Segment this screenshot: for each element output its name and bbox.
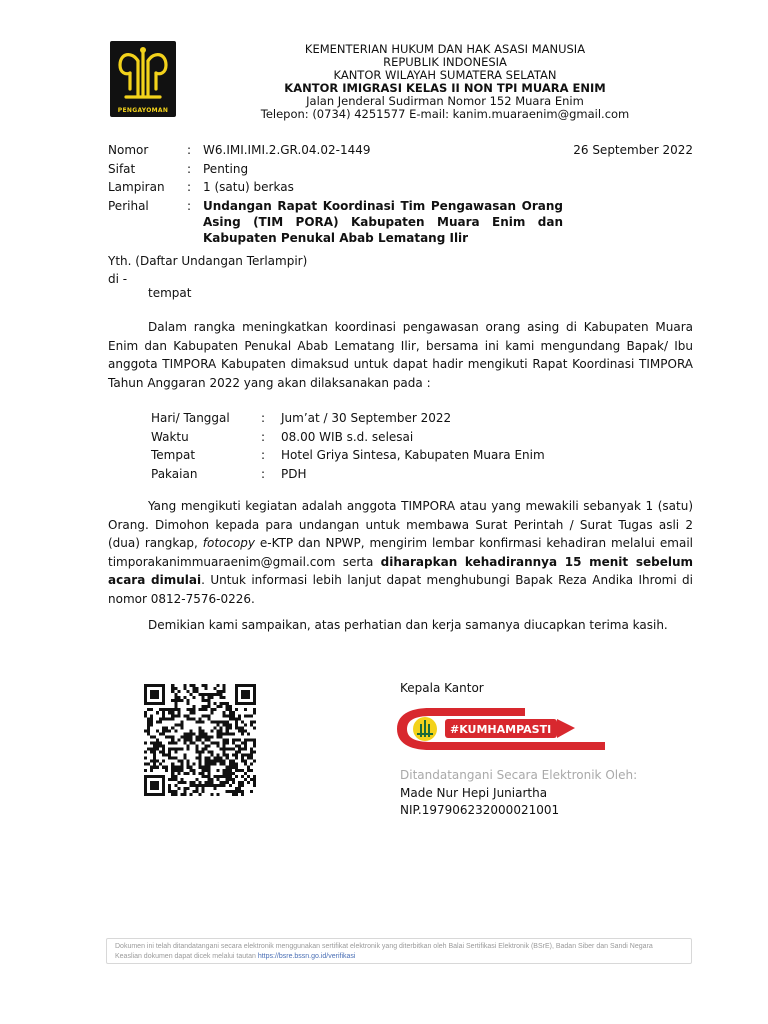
meta-colon: : (187, 143, 192, 157)
country-name: REPUBLIK INDONESIA (383, 55, 507, 69)
agenda-label: Hari/ Tanggal (151, 411, 230, 425)
recipient-di: di - (108, 272, 128, 286)
agenda-value: 08.00 WIB s.d. selesai (281, 429, 414, 444)
meta-value: Penting (203, 161, 249, 176)
logo-caption: PENGAYOMAN (117, 107, 169, 114)
agenda-colon: : (261, 448, 266, 462)
meta-row-lampiran (108, 178, 563, 197)
letter-meta (108, 141, 563, 246)
agenda-row-date (151, 409, 545, 428)
meta-colon: : (187, 198, 192, 213)
meta-row-sifat (108, 160, 563, 179)
signer-nip: NIP.197906232000021001 (400, 803, 560, 817)
paragraph-text: e-KTP dan NPWP, mengirim lembar konfirmasi kehadiran melalui email timporakanimmuaraenim@gmail.com serta (108, 536, 693, 569)
esign-footer (106, 938, 692, 964)
meta-label: Sifat (108, 161, 136, 176)
recipient-block (108, 252, 307, 288)
badge-text: #KUMHAMPASTI (450, 723, 552, 736)
meta-colon: : (187, 161, 192, 176)
agenda-value: Jum’at / 30 September 2022 (281, 411, 452, 425)
body-paragraph-1: Dalam rangka meningkatkan koordinasi pengawasan orang asing di Kabupaten Muara Enim dan Kabupaten Penukal Abab Lematang Ilir, bersama ini kami mengundang Bapak/ Ibu anggota TIMPORA Kabupaten dimaksud untuk dapat hadir mengikuti Rapat Koordinasi TIMPORA Tahun Anggaran 2022 yang akan dilaksanakan pada : (108, 320, 693, 390)
kumhampasti-badge (395, 706, 625, 752)
agenda-row-place (151, 446, 545, 465)
agenda-label: Tempat (151, 448, 196, 462)
paragraph-text: . Untuk informasi lebih lanjut dapat menghubungi Bapak Reza Andika Ihromi di nomor 0812-7576-0226. (108, 573, 694, 606)
verification-link[interactable]: https://bsre.bssn.go.id/verifikasi (257, 953, 356, 960)
meta-row-perihal (108, 197, 563, 246)
agenda-label: Waktu (151, 429, 189, 444)
signer-title: Kepala Kantor (400, 681, 484, 695)
qr-code (144, 684, 256, 796)
agenda-value: PDH (281, 466, 307, 481)
closing-paragraph: Demikian kami sampaikan, atas perhatian dan kerja samanya diucapkan terima kasih. (148, 618, 668, 632)
office-name: KANTOR IMIGRASI KELAS II NON TPI MUARA ENIM (284, 81, 606, 95)
meta-value: W6.IMI.IMI.2.GR.04.02-1449 (203, 143, 371, 157)
footer-line-1: Dokumen ini telah ditandatangani secara elektronik menggunakan sertifikat elektronik yang diterbitkan oleh Balai Sertifikasi Elektronik (BSrE), Badan Siber dan Sandi Negara (115, 943, 653, 950)
agenda-label: Pakaian (151, 466, 198, 481)
meta-row-nomor (108, 141, 563, 160)
recipient-place: tempat (148, 286, 192, 300)
agenda-row-dress (151, 465, 545, 484)
meta-value: 1 (satu) berkas (203, 180, 294, 194)
paragraph-text: Yang mengikuti kegiatan adalah anggota TIMPORA atau yang mewakili sebanyak 1 (satu) Orang. Dimohon kepada para undangan untuk membawa Surat Perintah / Surat Tugas asli 2 (dua) rangkap, (108, 499, 693, 550)
office-address: Jalan Jenderal Sudirman Nomor 152 Muara Enim (306, 94, 584, 108)
recipient-name: Yth. (Daftar Undangan Terlampir) (108, 254, 308, 268)
pengayoman-logo (110, 41, 176, 117)
meta-label: Lampiran (108, 180, 165, 194)
agenda-row-time (151, 428, 545, 447)
body-paragraph-2 (108, 497, 693, 608)
letterhead (190, 43, 700, 121)
agenda-colon: : (261, 466, 266, 481)
subject-value: Undangan Rapat Koordinasi Tim Pengawasan Orang Asing (TIM PORA) Kabupaten Muara Enim dan Kabupaten Penukal Abab Lematang Ilir (203, 198, 563, 245)
meta-label: Nomor (108, 143, 149, 157)
regional-office: KANTOR WILAYAH SUMATERA SELATAN (333, 68, 557, 82)
meta-label: Perihal (108, 198, 149, 213)
agenda-value: Hotel Griya Sintesa, Kabupaten Muara Enim (281, 448, 545, 462)
agenda-colon: : (261, 429, 266, 444)
esign-label: Ditandatangani Secara Elektronik Oleh: (400, 768, 638, 782)
pengayoman-tree-icon (110, 41, 176, 107)
agenda-colon: : (261, 411, 266, 425)
paragraph-bold: diharapkan kehadirannya 15 menit sebelum acara dimulai (108, 554, 693, 587)
ministry-name: KEMENTERIAN HUKUM DAN HAK ASASI MANUSIA (304, 42, 586, 56)
meta-colon: : (187, 180, 192, 194)
letter-date: 26 September 2022 (573, 143, 693, 157)
meeting-agenda (151, 409, 545, 483)
signer-name: Made Nur Hepi Juniartha (400, 786, 548, 800)
footer-text: Keaslian dokumen dapat dicek melalui tautan (115, 953, 258, 960)
office-contact: Telepon: (0734) 4251577 E-mail: kanim.muaraenim@gmail.com (260, 107, 630, 121)
paragraph-italic: fotocopy (202, 536, 256, 550)
footer-line-2 (115, 952, 683, 962)
